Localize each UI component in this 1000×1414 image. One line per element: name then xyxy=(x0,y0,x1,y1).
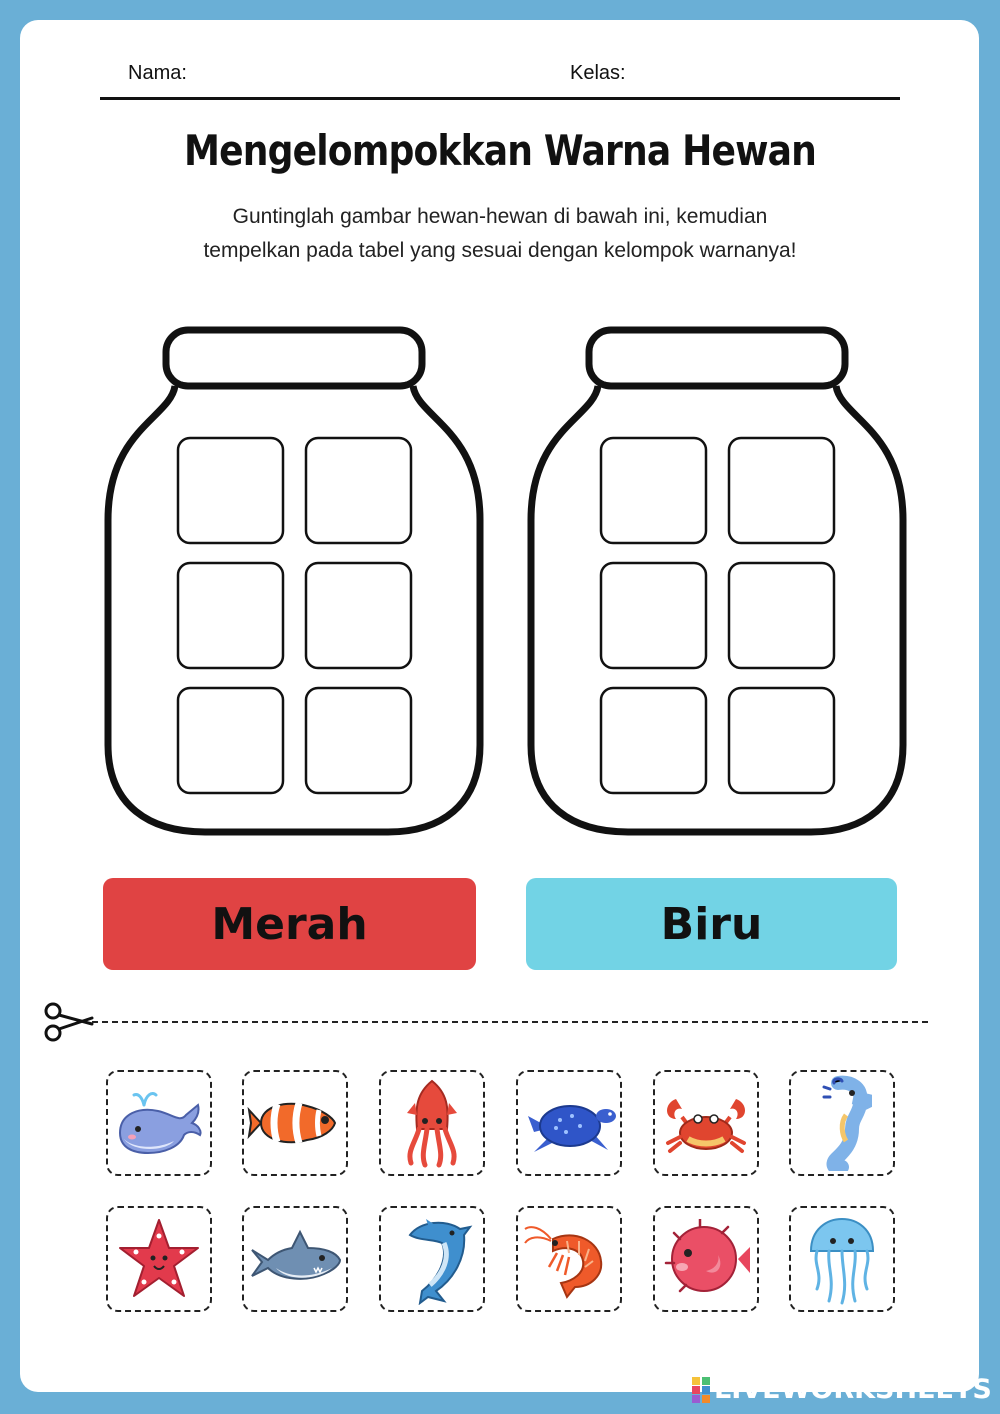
animal-card[interactable] xyxy=(516,1206,622,1312)
jar-blue xyxy=(531,330,903,832)
whale-icon xyxy=(114,1083,204,1163)
animal-card[interactable] xyxy=(789,1206,895,1312)
jar-red-slot[interactable] xyxy=(178,688,283,793)
instructions-line-2: tempelkan pada tabel yang sesuai dengan kelompok warnanya! xyxy=(203,239,797,262)
jar-red-slot[interactable] xyxy=(306,438,411,543)
jar-blue-slot[interactable] xyxy=(601,688,706,793)
animal-card[interactable] xyxy=(789,1070,895,1176)
brand-text: LIVEWORKSHEETS xyxy=(714,1374,992,1405)
instructions-line-1: Guntinglah gambar hewan-hewan di bawah ini, kemudian xyxy=(232,205,768,228)
animal-card[interactable] xyxy=(653,1070,759,1176)
animal-card[interactable] xyxy=(379,1070,485,1176)
starfish-icon xyxy=(116,1216,202,1302)
turtle-icon xyxy=(520,1088,618,1158)
name-label: Nama: xyxy=(128,62,187,84)
crab-icon xyxy=(658,1085,754,1161)
liveworksheets-logo xyxy=(692,1374,992,1405)
jar-blue-slot[interactable] xyxy=(729,563,834,668)
animal-card[interactable] xyxy=(106,1206,212,1312)
squid-icon xyxy=(397,1077,467,1169)
jar-blue-slot[interactable] xyxy=(601,438,706,543)
animal-card[interactable] xyxy=(106,1070,212,1176)
category-blue-label: Biru xyxy=(526,878,897,970)
animal-card[interactable] xyxy=(516,1070,622,1176)
jar-blue-slot[interactable] xyxy=(601,563,706,668)
animal-card[interactable] xyxy=(242,1070,348,1176)
pufferfish-icon xyxy=(660,1219,752,1299)
page-title: Mengelompokkan Warna Hewan xyxy=(184,126,816,175)
seahorse-icon xyxy=(812,1075,872,1171)
animal-card[interactable] xyxy=(379,1206,485,1312)
jar-red-slot[interactable] xyxy=(306,563,411,668)
clownfish-icon xyxy=(247,1088,343,1158)
category-red-label: Merah xyxy=(103,878,476,970)
jellyfish-icon xyxy=(801,1213,883,1305)
cut-line xyxy=(92,1021,928,1023)
jar-red xyxy=(108,330,480,832)
animal-card[interactable] xyxy=(653,1206,759,1312)
jar-blue-slot[interactable] xyxy=(729,688,834,793)
liveworksheets-icon xyxy=(692,1377,710,1403)
scissors-icon xyxy=(42,1002,94,1042)
jar-red-slot[interactable] xyxy=(178,438,283,543)
jar-blue-slot[interactable] xyxy=(729,438,834,543)
shrimp-icon xyxy=(523,1217,615,1301)
jar-red-slot[interactable] xyxy=(178,563,283,668)
animal-card[interactable] xyxy=(242,1206,348,1312)
class-label: Kelas: xyxy=(570,62,626,84)
jar-red-slot[interactable] xyxy=(306,688,411,793)
dolphin-icon xyxy=(390,1213,474,1305)
shark-icon xyxy=(246,1224,344,1294)
